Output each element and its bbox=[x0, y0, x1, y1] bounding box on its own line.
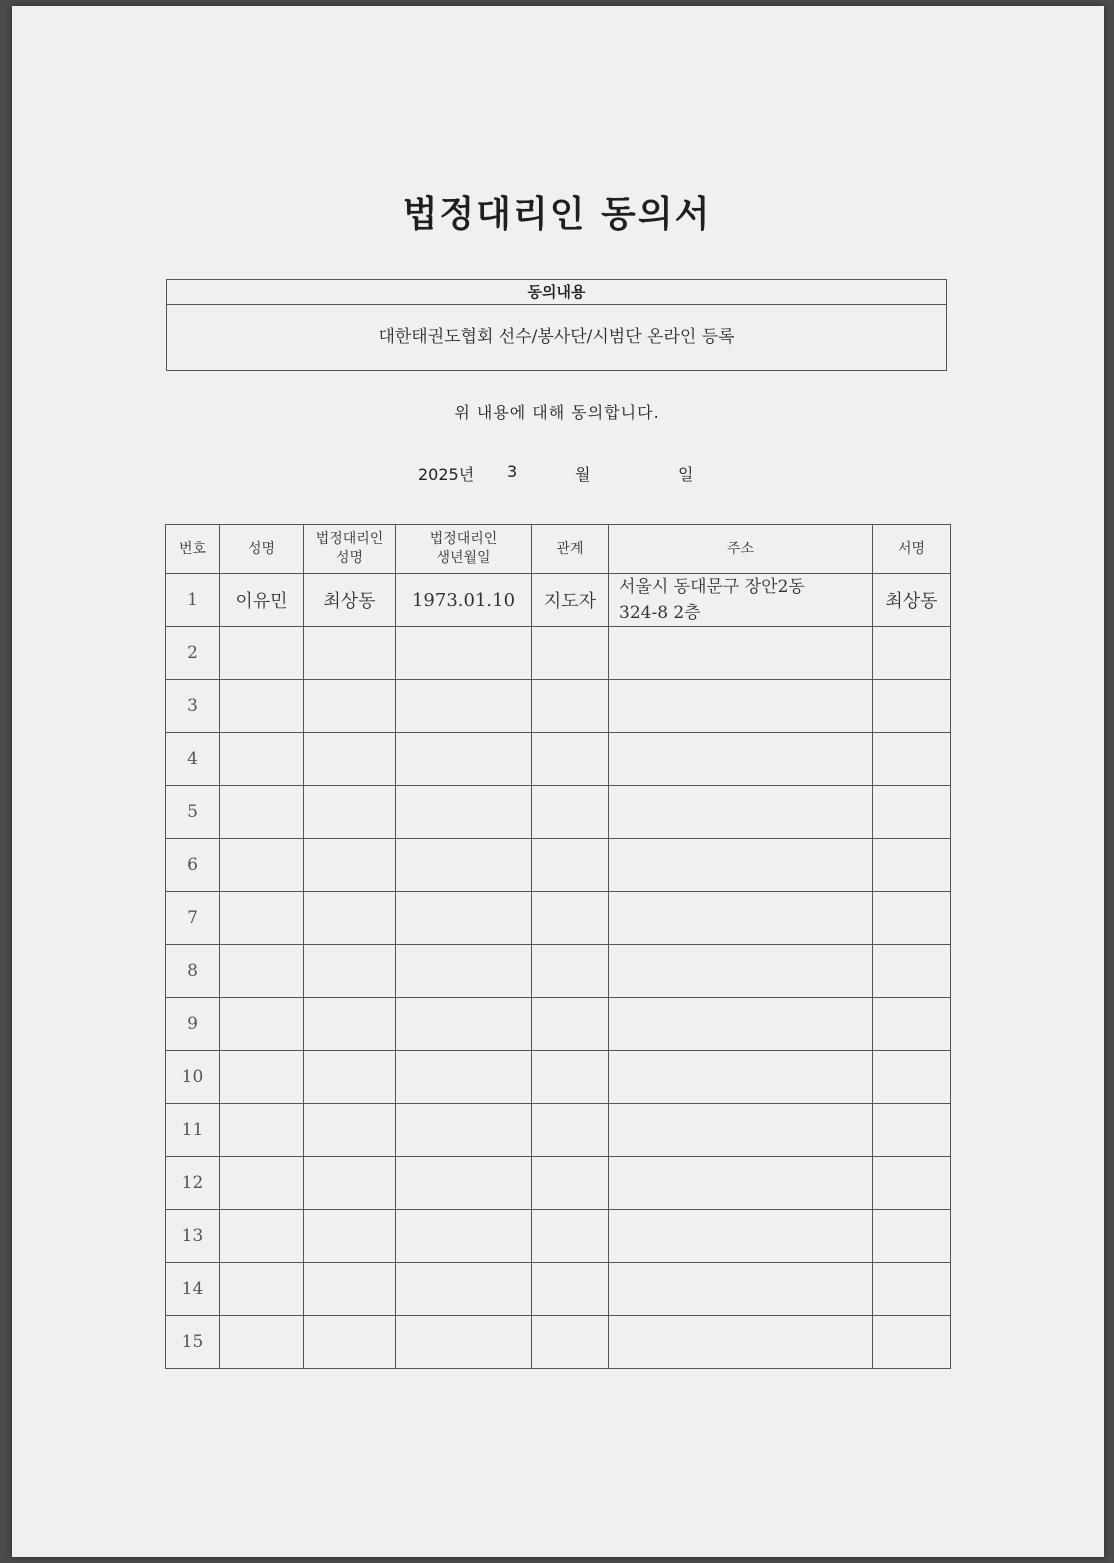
row-empty-cell bbox=[532, 627, 609, 680]
row-empty-cell bbox=[304, 680, 396, 733]
header-signature: 서명 bbox=[873, 525, 951, 574]
row-empty-cell bbox=[220, 1051, 304, 1104]
registration-table bbox=[165, 524, 951, 1369]
row-empty-cell bbox=[873, 1316, 951, 1369]
row-empty-cell bbox=[304, 1104, 396, 1157]
row-no: 13 bbox=[166, 1210, 220, 1263]
row-empty-cell bbox=[220, 1263, 304, 1316]
header-no: 번호 bbox=[166, 525, 220, 574]
table-header-row bbox=[166, 525, 951, 574]
header-guardian-name-text: 법정대리인 성명 bbox=[315, 531, 384, 566]
table-row bbox=[166, 998, 951, 1051]
row-empty-cell bbox=[304, 1316, 396, 1369]
row-no: 6 bbox=[166, 839, 220, 892]
row-no: 14 bbox=[166, 1263, 220, 1316]
table-body bbox=[166, 574, 951, 1369]
row-empty-cell bbox=[304, 627, 396, 680]
row-empty-cell bbox=[396, 1210, 532, 1263]
consent-body: 대한태권도협회 선수/봉사단/시범단 온라인 등록 bbox=[378, 327, 735, 347]
row-empty-cell bbox=[220, 945, 304, 998]
row-empty-cell bbox=[220, 680, 304, 733]
row-empty-cell bbox=[396, 786, 532, 839]
row-empty-cell bbox=[396, 627, 532, 680]
row-empty-cell bbox=[532, 839, 609, 892]
header-address: 주소 bbox=[609, 525, 873, 574]
row-empty-cell bbox=[532, 892, 609, 945]
document-title: 법정대리인 동의서 bbox=[402, 193, 712, 235]
row-empty-cell bbox=[609, 1210, 873, 1263]
table-row bbox=[166, 786, 951, 839]
date-month-label: 월 bbox=[575, 465, 591, 484]
row-empty-cell bbox=[396, 1104, 532, 1157]
row-empty-cell bbox=[873, 1157, 951, 1210]
row-no: 5 bbox=[166, 786, 220, 839]
row-empty-cell bbox=[304, 1210, 396, 1263]
row-empty-cell bbox=[873, 733, 951, 786]
row-empty-cell bbox=[396, 998, 532, 1051]
row-empty-cell bbox=[396, 1157, 532, 1210]
row-address bbox=[609, 574, 873, 627]
row-empty-cell bbox=[304, 1263, 396, 1316]
consent-header: 동의내용 bbox=[167, 280, 946, 305]
row-no: 9 bbox=[166, 998, 220, 1051]
table-row bbox=[166, 839, 951, 892]
row-empty-cell bbox=[609, 627, 873, 680]
header-guardian-name bbox=[304, 525, 396, 574]
row-empty-cell bbox=[532, 945, 609, 998]
row-empty-cell bbox=[873, 839, 951, 892]
row-empty-cell bbox=[609, 733, 873, 786]
row-empty-cell bbox=[220, 627, 304, 680]
date-year: 2025년 bbox=[418, 465, 475, 484]
row-empty-cell bbox=[873, 892, 951, 945]
table-row bbox=[166, 733, 951, 786]
row-no: 4 bbox=[166, 733, 220, 786]
row-empty-cell bbox=[609, 998, 873, 1051]
row-address-line2: 324-8 2층 bbox=[619, 603, 701, 623]
row-empty-cell bbox=[609, 892, 873, 945]
header-guardian-birth-text: 법정대리인 생년월일 bbox=[429, 531, 498, 566]
row-empty-cell bbox=[220, 998, 304, 1051]
row-empty-cell bbox=[609, 945, 873, 998]
row-empty-cell bbox=[396, 892, 532, 945]
table-row bbox=[166, 1104, 951, 1157]
table-row bbox=[166, 1210, 951, 1263]
row-no: 11 bbox=[166, 1104, 220, 1157]
row-relation: 지도자 bbox=[532, 574, 609, 627]
row-empty-cell bbox=[220, 839, 304, 892]
row-empty-cell bbox=[396, 733, 532, 786]
row-empty-cell bbox=[220, 1104, 304, 1157]
row-empty-cell bbox=[873, 1104, 951, 1157]
row-no: 15 bbox=[166, 1316, 220, 1369]
row-empty-cell bbox=[609, 680, 873, 733]
row-empty-cell bbox=[532, 1263, 609, 1316]
date-month: 3 bbox=[507, 462, 518, 481]
row-empty-cell bbox=[609, 786, 873, 839]
row-empty-cell bbox=[220, 733, 304, 786]
row-empty-cell bbox=[304, 1051, 396, 1104]
row-no: 7 bbox=[166, 892, 220, 945]
row-address-line1: 서울시 동대문구 장안2동 bbox=[619, 577, 805, 597]
table-row bbox=[166, 680, 951, 733]
row-empty-cell bbox=[609, 1051, 873, 1104]
row-empty-cell bbox=[873, 680, 951, 733]
row-empty-cell bbox=[873, 1210, 951, 1263]
row-name: 이유민 bbox=[220, 574, 304, 627]
row-empty-cell bbox=[304, 786, 396, 839]
row-empty-cell bbox=[532, 1051, 609, 1104]
row-empty-cell bbox=[873, 1051, 951, 1104]
row-empty-cell bbox=[304, 1157, 396, 1210]
row-empty-cell bbox=[609, 1157, 873, 1210]
table-row bbox=[166, 574, 951, 627]
row-empty-cell bbox=[304, 945, 396, 998]
row-empty-cell bbox=[220, 786, 304, 839]
header-name: 성명 bbox=[220, 525, 304, 574]
date-day-label: 일 bbox=[678, 465, 694, 484]
row-empty-cell bbox=[220, 1157, 304, 1210]
table-row bbox=[166, 892, 951, 945]
row-empty-cell bbox=[532, 733, 609, 786]
row-empty-cell bbox=[873, 945, 951, 998]
row-no: 2 bbox=[166, 627, 220, 680]
row-no: 1 bbox=[166, 574, 220, 627]
table-row bbox=[166, 1051, 951, 1104]
consent-content-box bbox=[166, 279, 947, 371]
row-empty-cell bbox=[532, 680, 609, 733]
row-empty-cell bbox=[396, 1263, 532, 1316]
row-empty-cell bbox=[609, 1263, 873, 1316]
row-empty-cell bbox=[873, 998, 951, 1051]
row-empty-cell bbox=[609, 839, 873, 892]
table-row bbox=[166, 627, 951, 680]
row-empty-cell bbox=[532, 1157, 609, 1210]
table-row bbox=[166, 945, 951, 998]
row-empty-cell bbox=[532, 1104, 609, 1157]
row-guardian-name: 최상동 bbox=[304, 574, 396, 627]
row-empty-cell bbox=[532, 786, 609, 839]
table-row bbox=[166, 1316, 951, 1369]
row-empty-cell bbox=[873, 786, 951, 839]
row-empty-cell bbox=[873, 1263, 951, 1316]
row-no: 3 bbox=[166, 680, 220, 733]
row-empty-cell bbox=[396, 945, 532, 998]
row-empty-cell bbox=[396, 1316, 532, 1369]
table-row bbox=[166, 1157, 951, 1210]
row-signature: 최상동 bbox=[873, 574, 951, 627]
row-no: 10 bbox=[166, 1051, 220, 1104]
table-row bbox=[166, 1263, 951, 1316]
header-guardian-birth bbox=[396, 525, 532, 574]
row-empty-cell bbox=[609, 1316, 873, 1369]
row-empty-cell bbox=[609, 1104, 873, 1157]
row-empty-cell bbox=[220, 1316, 304, 1369]
row-empty-cell bbox=[396, 839, 532, 892]
row-no: 8 bbox=[166, 945, 220, 998]
row-empty-cell bbox=[304, 733, 396, 786]
row-empty-cell bbox=[220, 892, 304, 945]
row-empty-cell bbox=[532, 1210, 609, 1263]
row-empty-cell bbox=[532, 1316, 609, 1369]
row-empty-cell bbox=[304, 892, 396, 945]
agree-statement: 위 내용에 대해 동의합니다. bbox=[454, 403, 660, 422]
row-empty-cell bbox=[532, 998, 609, 1051]
row-empty-cell bbox=[396, 680, 532, 733]
header-relation: 관계 bbox=[532, 525, 609, 574]
row-empty-cell bbox=[873, 627, 951, 680]
row-empty-cell bbox=[304, 839, 396, 892]
row-no: 12 bbox=[166, 1157, 220, 1210]
row-empty-cell bbox=[396, 1051, 532, 1104]
row-guardian-birth: 1973.01.10 bbox=[396, 574, 532, 627]
row-empty-cell bbox=[220, 1210, 304, 1263]
row-empty-cell bbox=[304, 998, 396, 1051]
